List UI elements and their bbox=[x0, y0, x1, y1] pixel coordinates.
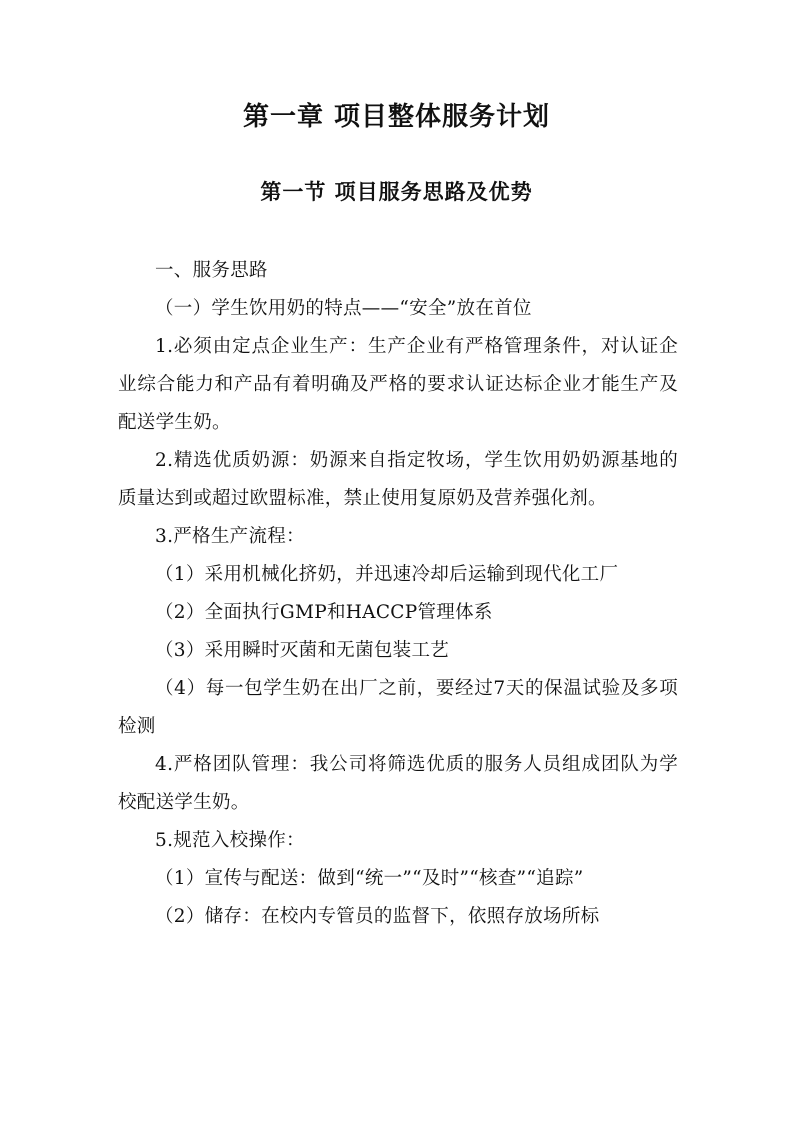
paragraph-item-5-1: （1）宣传与配送：做到“统一”“及时”“核查”“追踪” bbox=[155, 868, 584, 889]
paragraph-item-4: 4.严格团队管理：我公司将筛选优质的服务人员组成团队为学校配送学生奶。 bbox=[118, 754, 678, 813]
paragraph-item-5: 5.规范入校操作： bbox=[155, 830, 305, 851]
paragraph-item-2: 2.精选优质奶源：奶源来自指定牧场，学生饮用奶奶源基地的质量达到或超过欧盟标准，禁止使用复原奶及营养强化剂。 bbox=[118, 450, 678, 509]
chapter-title: 第一章 项目整体服务计划 bbox=[242, 102, 551, 132]
body-text bbox=[118, 252, 678, 936]
paragraph-item-3-4: （4）每一包学生奶在出厂之前，要经过7天的保温试验及多项检测 bbox=[118, 678, 678, 737]
paragraph-item-3-2: （2）全面执行GMP和HACCP管理体系 bbox=[155, 602, 493, 623]
paragraph-item-3-3: （3）采用瞬时灭菌和无菌包装工艺 bbox=[155, 640, 450, 661]
paragraph-item-1: 1.必须由定点企业生产：生产企业有严格管理条件，对认证企业综合能力和产品有着明确及严格的要求认证达标企业才能生产及配送学生奶。 bbox=[118, 336, 678, 433]
paragraph-item-3-1: （1）采用机械化挤奶，并迅速冷却后运输到现代化工厂 bbox=[155, 564, 619, 585]
paragraph-item-3: 3.严格生产流程： bbox=[155, 526, 305, 547]
section-title: 第一节 项目服务思路及优势 bbox=[260, 180, 533, 204]
paragraph-item-5-2: （2）储存：在校内专管员的监督下，依照存放场所标 bbox=[155, 906, 600, 927]
paragraph-subheading-milk-features: （一）学生饮用奶的特点——“安全”放在首位 bbox=[155, 298, 532, 319]
paragraph-heading-service-approach: 一、服务思路 bbox=[155, 260, 268, 281]
